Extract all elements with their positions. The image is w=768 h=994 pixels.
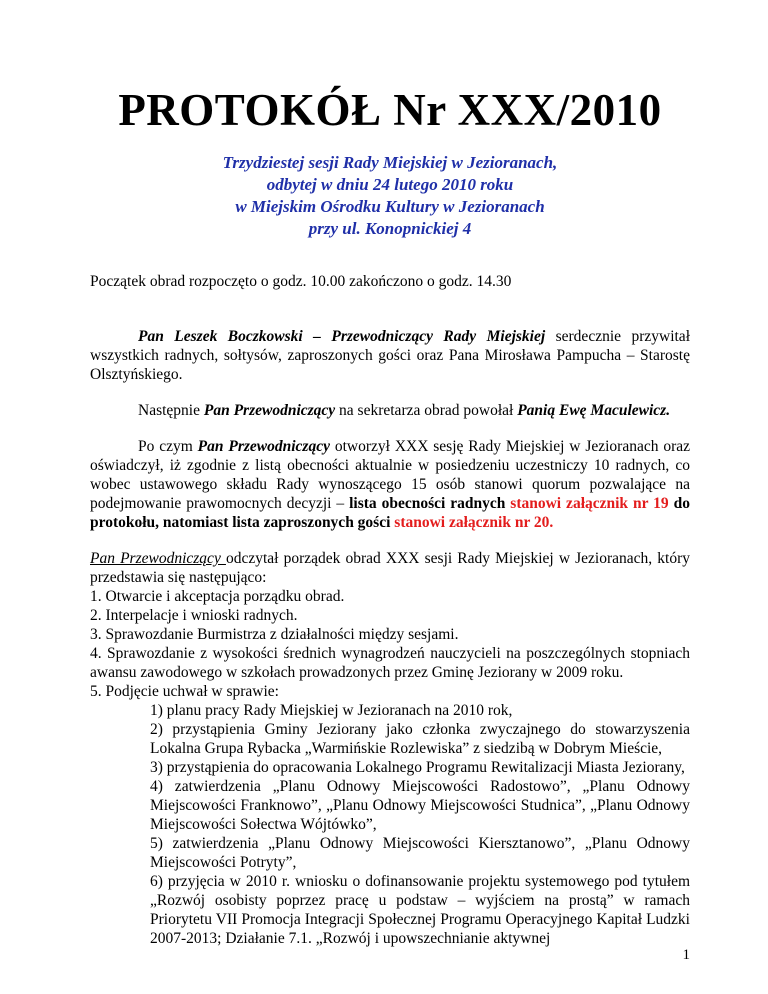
paragraph-text: otworzył XXX sesję Rady Miejskiej w Jezioranach oraz oświadczył, iż zgodnie z listą obecności aktualnie w posiedzeniu uczestniczy 10 radnych, co wobec ustawowego składu Rady wynoszącego 15 osób stanowi quorum pozwalające na podejmowanie prawomocnych decyzji – [90,438,691,512]
speaker-name: Pan Leszek Boczkowski – Przewodniczący Rady Miejskiej [138,328,546,345]
agenda-item: 4. Sprawozdanie z wysokości średnich wynagrodzeń nauczycieli na poszczególnych stopniach awansu zawodowego w szkołach prowadzonych przez Gminę Jeziorany w 2009 roku. [90,645,690,681]
speaker-name: Pan Przewodniczący [197,438,330,455]
speaker-name: Pan Przewodniczący [90,550,226,567]
paragraph-agenda-intro [90,549,690,587]
subtitle-line: Trzydziestej sesji Rady Miejskiej w Jezioranach, [222,153,558,172]
subtitle-line: w Miejskim Ośrodku Kultury w Jezioranach [235,197,545,216]
paragraph-quorum [90,437,690,532]
agenda-item: 1. Otwarcie i akceptacja porządku obrad. [90,588,345,605]
resolution-item: 3) przystąpienia do opracowania Lokalnego Programu Rewitalizacji Miasta Jeziorany, [150,759,685,776]
resolution-item: 4) zatwierdzenia „Planu Odnowy Miejscowości Radostowo”, „Planu Odnowy Miejscowości Franknowo”, „Planu Odnowy Miejscowości Studnica”, „Planu Odnowy Miejscowości Sołectwa Wójtówko”, [150,778,690,833]
speaker-name: Pan Przewodniczący [203,402,336,419]
paragraph-secretary [90,401,690,420]
agenda-list [90,587,690,948]
paragraph-text: serdecznie przywitał wszystkich radnych, sołtysów, zaproszonych gości oraz Pana Mirosława Pampucha – Starostę Olsztyńskiego. [90,328,690,383]
paragraph-text: na sekretarza obrad powołał [335,402,518,419]
paragraph-text: Po czym [138,438,198,455]
agenda-item: 5. Podjęcie uchwał w sprawie: [90,683,279,700]
resolution-item: 5) zatwierdzenia „Planu Odnowy Miejscowości Kiersztanowo”, „Planu Odnowy Miejscowości Potryty”, [150,835,690,871]
secretary-name: Panią Ewę Maculewicz. [517,402,671,419]
paragraph-text: Następnie [138,402,204,419]
resolution-sublist [90,701,690,948]
subtitle-line: odbytej w dniu 24 lutego 2010 roku [266,175,514,194]
session-start-time: Początek obrad rozpoczęto o godz. 10.00 zakończono o godz. 14.30 [90,273,512,290]
subtitle-line: przy ul. Konopnickiej 4 [308,219,472,238]
attachment-ref: stanowi załącznik nr 19 [505,495,669,512]
page-number: 1 [682,947,690,963]
attendance-list-ref: lista obecności radnych [349,495,506,512]
resolution-item: 6) przyjęcia w 2010 r. wniosku o dofinansowanie projektu systemowego pod tytułem „Rozwój osobisty poprzez pracę u podstaw – wyjściem na prostą” w ramach Priorytetu VII Promocja Integracji Społecznej Programu Operacyjnego Kapitał Ludzki 2007-2013; Działanie 7.1. „Rozwój i upowszechnianie aktywnej [150,873,690,947]
session-subtitle [90,152,690,240]
paragraph-greeting [90,327,690,384]
resolution-item: 2) przystąpienia Gminy Jeziorany jako członka zwyczajnego do stowarzyszenia Lokalna Grupa Rybacka „Warmińskie Rozlewiska” z siedzibą w Dobrym Mieście, [150,721,690,757]
agenda-item: 2. Interpelacje i wnioski radnych. [90,607,298,624]
attachment-ref: stanowi załącznik nr 20. [390,514,554,531]
document-title: PROTOKÓŁ Nr XXX/2010 [118,85,662,135]
agenda-item: 3. Sprawozdanie Burmistrza z działalności między sesjami. [90,626,459,643]
paragraph-text: odczytał porządek obrad XXX sesji Rady Miejskiej w Jezioranach, który przedstawia się następująco: [90,550,690,586]
resolution-item: 1) planu pracy Rady Miejskiej w Jezioranach na 2010 rok, [150,702,513,719]
guest-list-ref: do protokołu, natomiast lista zaproszonych gości [90,495,690,531]
